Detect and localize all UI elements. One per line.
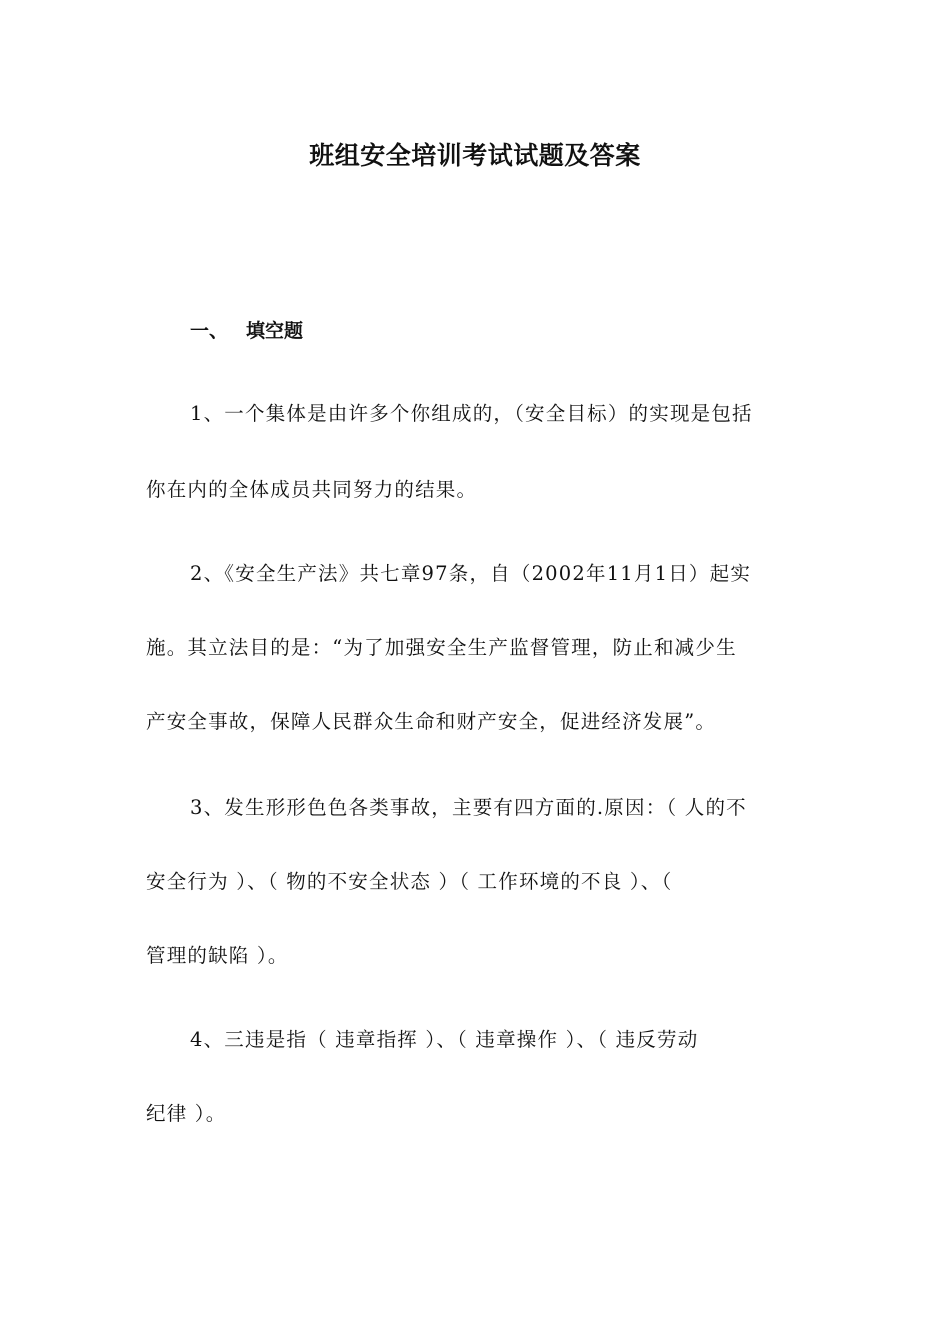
question-3-line-3: 管理的缺陷 ）。 (146, 944, 289, 967)
question-1-line-1: 1、一个集体是由许多个你组成的，（安全目标）的实现是包括 (190, 402, 753, 425)
question-3-line-2: 安全行为 ）、（ 物的不安全状态 ）（ 工作环境的不良 ）、（ (146, 870, 673, 893)
question-2-line-1: 2、《安全生产法》共七章97条，自（2002年11月1日）起实 (190, 562, 752, 585)
question-4-line-2: 纪律 ）。 (146, 1102, 227, 1125)
question-4-line-1: 4、三违是指（ 违章指挥 ）、（ 违章操作 ）、（ 违反劳动 (190, 1028, 699, 1051)
question-2-line-2: 施。其立法目的是：“为了加强安全生产监督管理，防止和减少生 (146, 636, 737, 659)
question-1-line-2: 你在内的全体成员共同努力的结果。 (146, 478, 478, 501)
section-title: 填空题 (246, 320, 304, 342)
document-title: 班组安全培训考试试题及答案 (309, 141, 641, 170)
question-2-line-3: 产安全事故，保障人民群众生命和财产安全，促进经济发展”。 (146, 710, 717, 733)
section-heading (190, 316, 303, 343)
section-number: 一、 (190, 320, 229, 342)
question-3-line-1: 3、发生形形色色各类事故，主要有四方面的.原因：（ 人的不 (190, 796, 747, 819)
